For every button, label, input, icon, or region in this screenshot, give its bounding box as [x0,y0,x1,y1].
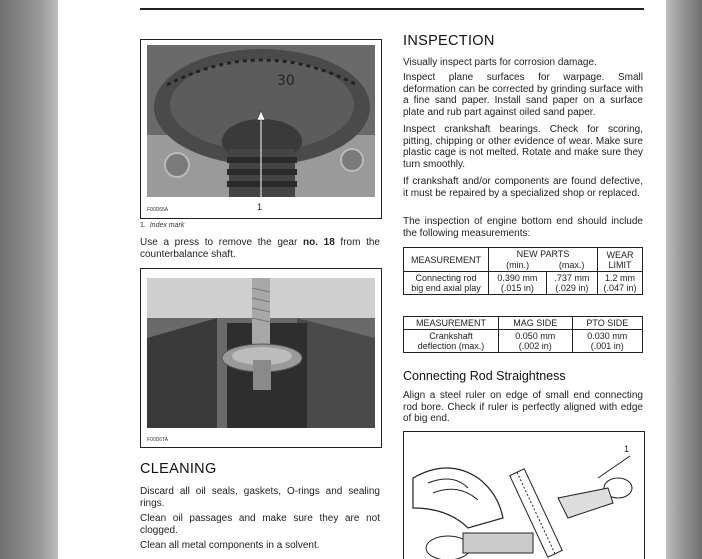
header-wear-limit: WEAR LIMIT [598,248,643,272]
header-rule [140,8,644,10]
crankshaft-table [403,316,643,353]
caption-text: Index mark [149,222,185,229]
header-max: (max.) [546,259,597,272]
row-label: Connecting rod big end axial play [404,272,489,295]
press-instruction: Use a press to remove the gear no. 18 from the counterbalance shaft. [140,237,380,260]
caption-number: 1. [140,222,146,229]
press-photo [147,278,375,428]
figure-code: F00D6TA [147,437,169,443]
cleaning-paragraph-1: Discard all oil seals, gaskets, O-rings and sealing rings. [140,486,380,509]
press-illustration [147,278,375,428]
inspection-paragraph-3: Inspect crankshaft bearings. Check for scoring, pitting, chipping or other evidence of wear. Make sure plastic cage is not melted. Rotate and make sure they turn smoothly. [403,124,643,170]
inspection-paragraph-4: If crankshaft and/or components are found defective, it must be repaired by a specialized shop or replaced. [403,176,643,199]
header-min: (min.) [489,259,547,272]
inspection-paragraph-5: The inspection of engine bottom end should include the following measurements: [403,216,643,239]
header-measurement: MEASUREMENT [404,317,499,330]
cell-min: 0.390 mm (.015 in) [489,272,547,295]
row-label: Crankshaft deflection (max.) [404,330,499,353]
left-shadow [0,0,58,559]
connecting-rod-table [403,247,643,295]
svg-text:30: 30 [277,73,295,89]
inspection-paragraph-1: Visually inspect parts for corrosion damage. [403,57,597,68]
straightness-paragraph: Align a steel ruler on edge of small end connecting rod bore. Check if ruler is perfectly aligned with edge of big end. [403,390,643,424]
figure-connecting-rod [403,431,645,559]
right-shadow [666,0,702,559]
cell-mag: 0.050 mm (.002 in) [499,330,573,353]
figure-press-gear [140,268,382,448]
callout-arrow [251,108,271,203]
cleaning-paragraph-2: Clean oil passages and make sure they are not clogged. [140,513,380,536]
inspection-paragraph-2: Inspect plane surfaces for warpage. Small deformation can be corrected by grinding surface with a fine sand paper. Install sand paper on a surface plate and rub part against oiled sand paper. [403,72,643,118]
cell-wear: 1.2 mm (.047 in) [598,272,643,295]
header-pto-side: PTO SIDE [572,317,642,330]
figure-caption [140,222,184,229]
figure-callout-number: 1 [257,202,263,212]
header-new-parts: NEW PARTS [489,248,598,260]
document-page [58,0,666,559]
header-measurement: MEASUREMENT [404,248,489,272]
figure-gear-index-mark [140,39,382,219]
connecting-rod-illustration [408,438,640,559]
header-mag-side: MAG SIDE [499,317,573,330]
cell-max: .737 mm (.029 in) [546,272,597,295]
cleaning-heading: CLEANING [140,461,217,477]
figure-callout-number: 1 [624,444,630,454]
inspection-heading: INSPECTION [403,33,495,49]
straightness-heading: Connecting Rod Straightness [403,369,566,383]
cleaning-paragraph-3: Clean all metal components in a solvent. [140,540,320,551]
figure-code: F00D65A [147,207,169,213]
cell-pto: 0.030 mm (.001 in) [572,330,642,353]
